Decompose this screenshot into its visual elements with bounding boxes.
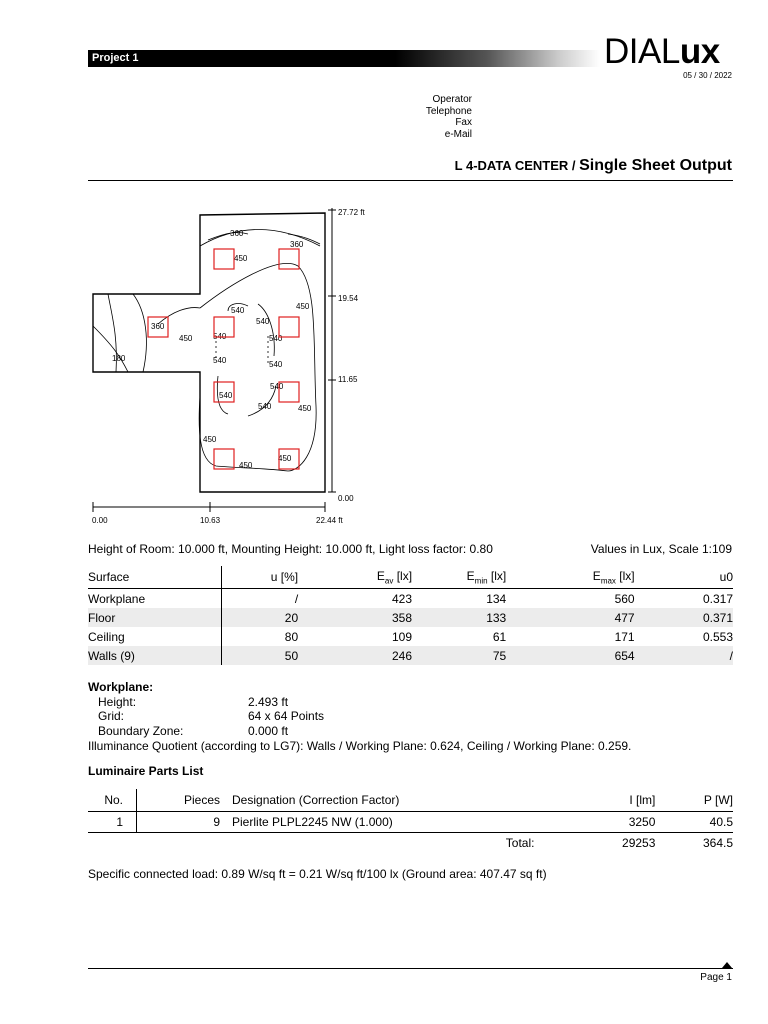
y-tick-top: 27.72 ft [338, 208, 365, 217]
x-tick-zero: 0.00 [92, 516, 108, 525]
table-row: Workplane / 423 134 560 0.317 [88, 589, 733, 609]
table-row: Floor 20 358 133 477 0.371 [88, 608, 733, 627]
workplane-heading: Workplane: [88, 680, 154, 694]
contour-label: 540 [213, 356, 227, 365]
luminaire-header-row [88, 789, 733, 812]
contour-label: 360 [151, 322, 165, 331]
contact-operator: Operator [432, 94, 472, 105]
col-emin: $E_{min}$ [lx] [412, 566, 506, 589]
contour-label: 450 [203, 435, 217, 444]
col-no: No. [88, 789, 137, 812]
room-info: Height of Room: 10.000 ft, Mounting Height: 10.000 ft, Light loss factor: 0.80 [88, 542, 493, 556]
contact-email: e-Mail [444, 128, 472, 140]
luminaire-list-heading: Luminaire Parts List [88, 764, 204, 778]
values-scale: Values in Lux, Scale 1:109 [590, 542, 732, 556]
total-power: 364.5 [702, 836, 733, 850]
col-designation: Designation (Correction Factor) [220, 789, 534, 812]
col-flux: I [lm] [534, 789, 655, 812]
y-tick-2: 19.54 [338, 294, 359, 303]
contour-label: 450 [298, 404, 312, 413]
contour-label: 540 [269, 360, 283, 369]
specific-connected-load: Specific connected load: 0.89 W/sq ft = 0.21 W/sq ft/100 lx (Ground area: 407.47 sq ft) [88, 867, 547, 881]
page-number: Page 1 [700, 972, 732, 983]
room-outline [93, 213, 325, 492]
col-u0: u0 [635, 566, 733, 589]
surfaces-header-row [88, 566, 733, 589]
contact-block [426, 94, 472, 140]
contour-label: 360 [230, 229, 244, 238]
contour-label: 360 [290, 240, 304, 249]
illuminance-quotient: Illuminance Quotient (according to LG7): Walls / Working Plane: 0.624, Ceiling / Working Plane: 0.259. [88, 739, 632, 753]
luminaire-mark [214, 249, 234, 269]
contour-label: 540 [258, 402, 272, 411]
project-name: Project 1 [92, 52, 139, 64]
workplane-grid: Grid: 64 x 64 Points [98, 709, 325, 723]
contour-label: 450 [179, 334, 193, 343]
luminaire-mark [279, 249, 299, 269]
col-surface: Surface [88, 566, 221, 589]
contact-fax: Fax [455, 117, 472, 128]
contour-label: 180 [112, 354, 126, 363]
contour-label: 450 [278, 454, 292, 463]
logo-light-text: DIAL [604, 32, 680, 71]
col-pieces: Pieces [137, 789, 220, 812]
isolux-labels [112, 229, 312, 470]
workplane-boundary: Boundary Zone: 0.000 ft [98, 723, 289, 738]
logo-bold-text: ux [679, 32, 720, 71]
contour-label: 540 [270, 382, 284, 391]
x-tick-end: 22.44 ft [316, 516, 343, 525]
table-row: Ceiling 80 109 61 171 0.553 [88, 627, 733, 646]
col-eav: $E_{av}$ [lx] [298, 566, 412, 589]
total-label: Total: [505, 836, 535, 850]
col-emax: $E_{max}$ [lx] [506, 566, 634, 589]
table-row: Walls (9) 50 246 75 654 / [88, 646, 733, 665]
surfaces-table [88, 566, 733, 665]
footer-divider [88, 968, 733, 969]
contour-label: 540 [213, 332, 227, 341]
workplane-block [88, 680, 325, 738]
contour-label: 450 [239, 461, 253, 470]
contour-label: 540 [269, 334, 283, 343]
contact-telephone: Telephone [425, 105, 472, 117]
title-divider [88, 180, 733, 181]
title-room: L 4-DATA CENTER / [454, 158, 580, 173]
header-bar [88, 50, 600, 67]
total-flux: 29253 [622, 836, 656, 850]
y-tick-3: 11.65 [338, 375, 358, 384]
workplane-height: Height: 2.493 ft [98, 694, 289, 709]
isolux-floor-plan [88, 196, 388, 532]
contour-label: 450 [234, 254, 248, 263]
luminaire-table [88, 789, 733, 853]
contour-label: 540 [219, 391, 233, 400]
page-title [455, 157, 732, 175]
title-output: Single Sheet Output [579, 157, 732, 174]
report-date: 05 / 30 / 2022 [683, 71, 732, 80]
col-power: P [W] [655, 789, 733, 812]
table-row: 1 9 Pierlite PLPL2245 NW (1.000) 3250 40.5 [88, 812, 733, 833]
y-tick-zero: 0.00 [338, 494, 354, 503]
contour-label: 540 [231, 306, 245, 315]
contour-label: 540 [256, 317, 270, 326]
col-reflectance: u [%] [221, 566, 298, 589]
total-row [88, 833, 733, 854]
x-tick-mid: 10.63 [200, 516, 221, 525]
dialux-logo [604, 32, 720, 72]
contour-label: 450 [296, 302, 310, 311]
